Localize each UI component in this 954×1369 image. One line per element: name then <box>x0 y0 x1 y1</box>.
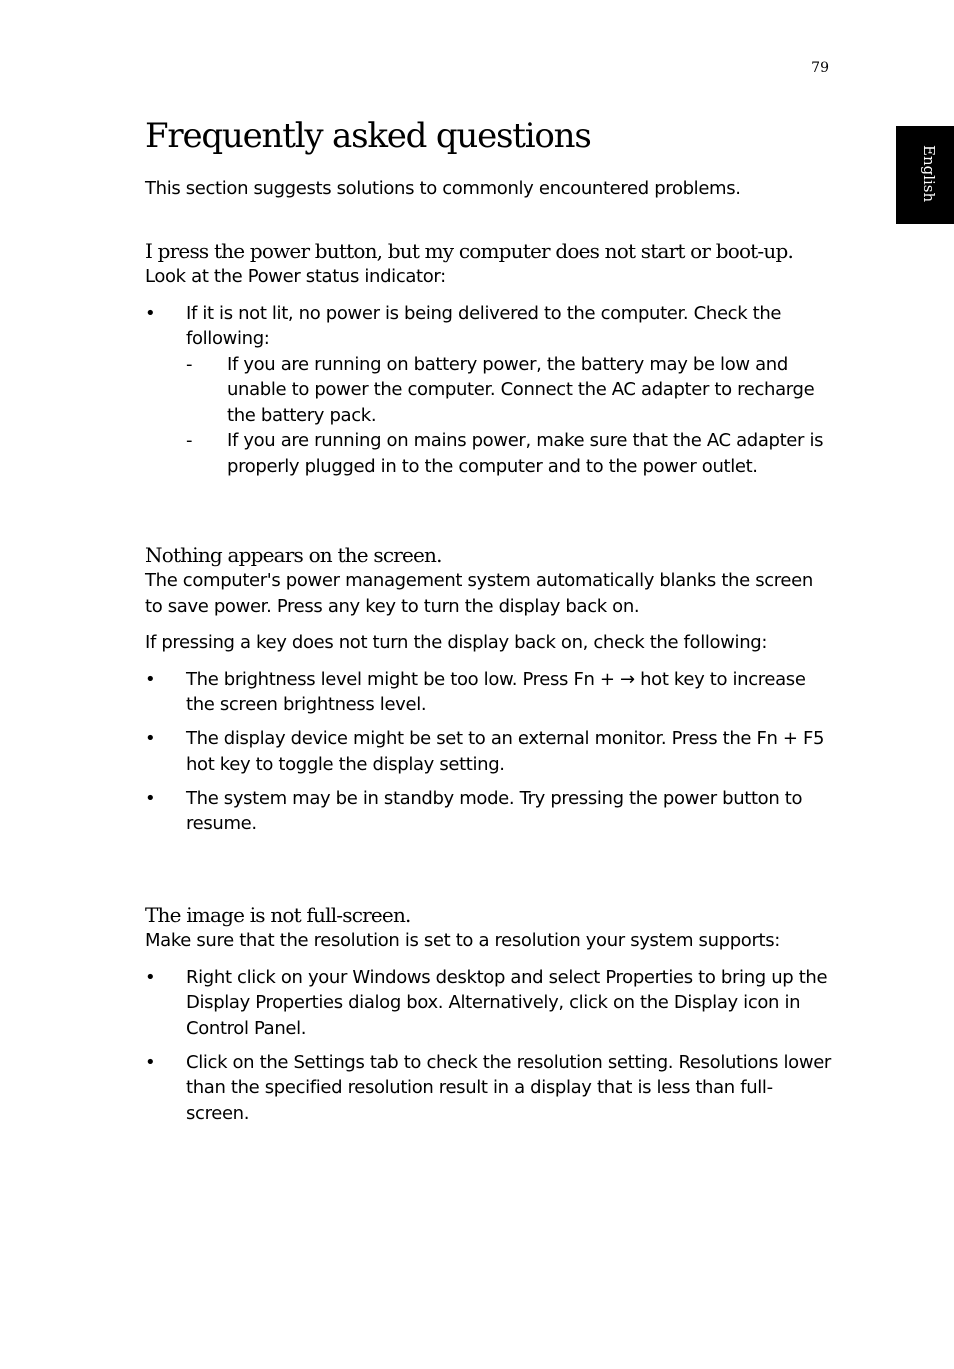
list-item-text: Right click on your Windows desktop and select Properties to bring up the Display Properties dialog box. Alternatively, click on the Display icon in Control Panel. <box>186 966 828 1039</box>
hotkey-label: Fn + → <box>573 668 635 690</box>
list-item <box>145 965 835 1042</box>
dash-icon: - <box>186 430 193 451</box>
sub-list-item-text: If you are running on battery power, the battery may be low and unable to power the computer. Connect the AC adapter to recharge the battery pack. <box>227 353 815 426</box>
sub-list <box>186 352 835 480</box>
page-title: Frequently asked questions <box>145 116 591 156</box>
list-item <box>145 786 835 837</box>
list-item <box>145 301 835 480</box>
sub-list-item-text: If you are running on mains power, make sure that the AC adapter is properly plugged in to the computer and to the power outlet. <box>227 430 824 477</box>
bullet-icon: • <box>145 668 156 690</box>
list-item-text: If it is not lit, no power is being delivered to the computer. Check the following: <box>186 302 782 349</box>
list-item-text: The system may be in standby mode. Try pressing the power button to resume. <box>186 787 803 834</box>
faq-section-power <box>145 238 835 488</box>
bullet-icon: • <box>145 302 156 324</box>
section-paragraph: If pressing a key does not turn the display back on, check the following: <box>145 632 768 653</box>
list-item-text: hot key to increase the screen brightness level. <box>186 668 806 715</box>
list-item-text: hot key to toggle the display setting. <box>186 753 505 775</box>
hotkey-label: Fn + F5 <box>756 728 825 749</box>
sub-list-item <box>186 352 835 429</box>
list-item <box>145 726 835 777</box>
section-heading: The image is not full-screen. <box>145 903 411 927</box>
section-heading: Nothing appears on the screen. <box>145 543 442 567</box>
bullet-list <box>145 965 835 1127</box>
sub-list-item <box>186 428 835 479</box>
list-item-text: Click on the Settings tab to check the resolution setting. Resolutions lower than the specified resolution result in a display that is less than full-screen. <box>186 1051 831 1124</box>
bullet-icon: • <box>145 728 156 749</box>
faq-section-screen <box>145 542 835 845</box>
bullet-icon: • <box>145 1051 156 1073</box>
bullet-list <box>145 667 835 837</box>
section-paragraph: Look at the Power status indicator: <box>145 266 446 287</box>
section-paragraph: Make sure that the resolution is set to a resolution your system supports: <box>145 930 780 951</box>
faq-section-fullscreen <box>145 902 835 1135</box>
list-item-text: The brightness level might be too low. Press <box>186 668 574 690</box>
bullet-list <box>145 301 835 480</box>
bullet-icon: • <box>145 966 156 988</box>
list-item <box>145 1050 835 1127</box>
language-tab-label: English <box>920 145 938 203</box>
intro-text: This section suggests solutions to commonly encountered problems. <box>145 178 741 199</box>
section-paragraph: The computer's power management system automatically blanks the screen to save power. Press any key to turn the display back on. <box>145 570 813 617</box>
bullet-icon: • <box>145 787 156 809</box>
section-heading: I press the power button, but my computer does not start or boot-up. <box>145 239 794 263</box>
list-item <box>145 667 835 718</box>
page-number: 79 <box>811 60 829 76</box>
list-item-text: The display device might be set to an external monitor. Press the <box>186 728 757 749</box>
dash-icon: - <box>186 353 193 375</box>
